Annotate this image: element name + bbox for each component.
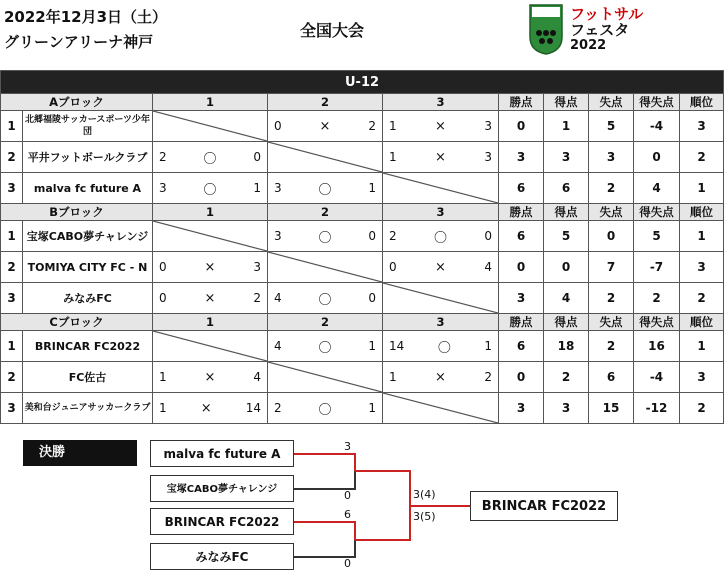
semi2-winner-line bbox=[294, 522, 355, 540]
team-stat: 15 bbox=[589, 393, 634, 424]
block-col-number: 3 bbox=[383, 94, 499, 111]
event-title: 全国大会 bbox=[300, 21, 365, 40]
semi2-loser-line bbox=[294, 540, 355, 557]
team-name: 宝塚CABO夢チャレンジ bbox=[23, 221, 153, 252]
goals-for: 2 bbox=[159, 150, 167, 164]
semi1-loser-line bbox=[294, 471, 355, 489]
team-stat: 3 bbox=[499, 283, 544, 314]
final-team-2: 宝塚CABO夢チャレンジ bbox=[150, 475, 294, 502]
team-stat: 5 bbox=[589, 111, 634, 142]
team-name: 美和台ジュニアサッカークラブ bbox=[23, 393, 153, 424]
result-mark: 〇 bbox=[433, 230, 447, 246]
result-mark: × bbox=[319, 118, 331, 134]
result-mark: 〇 bbox=[318, 182, 332, 198]
goals-for: 1 bbox=[389, 119, 397, 133]
team-name: みなみFC bbox=[23, 283, 153, 314]
block-col-number: 3 bbox=[383, 204, 499, 221]
block-name: Aブロック bbox=[1, 94, 153, 111]
stat-header: 順位 bbox=[680, 314, 724, 331]
team-name: BRINCAR FC2022 bbox=[23, 331, 153, 362]
goals-for: 4 bbox=[274, 339, 282, 353]
team-stat: 0 bbox=[589, 221, 634, 252]
result-mark: 〇 bbox=[318, 230, 332, 246]
team-number: 1 bbox=[1, 111, 23, 142]
team-stat: 2 bbox=[589, 331, 634, 362]
result-mark: 〇 bbox=[203, 182, 217, 198]
semi2-to-final-line bbox=[355, 506, 410, 540]
goals-for: 2 bbox=[274, 401, 282, 415]
team-stat: 7 bbox=[589, 252, 634, 283]
result-mark: × bbox=[435, 149, 446, 165]
team-number: 3 bbox=[1, 283, 23, 314]
result-mark: × bbox=[435, 369, 446, 385]
final-team-1: malva fc future A bbox=[150, 440, 294, 467]
final-label: 決勝 bbox=[23, 440, 137, 466]
semi1-winner-line bbox=[294, 454, 355, 471]
team-stat: 6 bbox=[544, 173, 589, 204]
team-stat: 1 bbox=[680, 331, 724, 362]
team-stat: 3 bbox=[680, 252, 724, 283]
goals-against: 1 bbox=[253, 181, 261, 195]
team-stat: 3 bbox=[499, 142, 544, 173]
goals-for: 3 bbox=[274, 229, 282, 243]
goals-against: 2 bbox=[484, 370, 492, 384]
logo-line-3: 2022 bbox=[570, 38, 607, 53]
team-stat: 2 bbox=[544, 362, 589, 393]
team-stat: 6 bbox=[499, 173, 544, 204]
team-stat: -4 bbox=[634, 111, 680, 142]
goals-for: 0 bbox=[389, 260, 397, 274]
stat-header: 勝点 bbox=[499, 94, 544, 111]
team-stat: 2 bbox=[680, 142, 724, 173]
team-stat: 6 bbox=[589, 362, 634, 393]
goals-for: 4 bbox=[274, 291, 282, 305]
league-title: U-12 bbox=[1, 71, 724, 94]
block-col-number: 3 bbox=[383, 314, 499, 331]
result-mark: × bbox=[204, 369, 216, 385]
team-stat: 1 bbox=[680, 173, 724, 204]
stat-header: 得点 bbox=[544, 94, 589, 111]
stat-header: 得失点 bbox=[634, 314, 680, 331]
stat-header: 得失点 bbox=[634, 94, 680, 111]
goals-against: 2 bbox=[368, 119, 376, 133]
final-team-3: BRINCAR FC2022 bbox=[150, 508, 294, 535]
stat-header: 勝点 bbox=[499, 314, 544, 331]
block-col-number: 1 bbox=[153, 314, 268, 331]
goals-against: 1 bbox=[368, 401, 376, 415]
result-mark: × bbox=[435, 118, 446, 134]
goals-against: 4 bbox=[253, 370, 261, 384]
stat-header: 順位 bbox=[680, 204, 724, 221]
result-mark: × bbox=[204, 259, 216, 275]
team-stat: 2 bbox=[589, 173, 634, 204]
goals-against: 14 bbox=[245, 401, 261, 415]
team-stat: -4 bbox=[634, 362, 680, 393]
event-date: 2022年12月3日（土） bbox=[4, 8, 168, 26]
logo-line-1: フットサル bbox=[570, 5, 644, 23]
result-mark: 〇 bbox=[437, 340, 451, 356]
team-stat: 4 bbox=[544, 283, 589, 314]
result-mark: 〇 bbox=[203, 151, 217, 167]
stat-header: 失点 bbox=[589, 314, 634, 331]
block-name: Bブロック bbox=[1, 204, 153, 221]
team-stat: 3 bbox=[589, 142, 634, 173]
team-stat: 1 bbox=[680, 221, 724, 252]
goals-for: 1 bbox=[159, 370, 167, 384]
team-stat: 5 bbox=[544, 221, 589, 252]
result-mark: 〇 bbox=[318, 402, 332, 418]
team-stat: 3 bbox=[544, 142, 589, 173]
team-number: 3 bbox=[1, 393, 23, 424]
block-col-number: 2 bbox=[268, 314, 383, 331]
result-mark: × bbox=[435, 259, 446, 275]
team-stat: 2 bbox=[634, 283, 680, 314]
result-mark: × bbox=[200, 400, 212, 416]
team-stat: 3 bbox=[680, 111, 724, 142]
team-stat: 0 bbox=[499, 362, 544, 393]
stat-header: 得点 bbox=[544, 204, 589, 221]
team-stat: 5 bbox=[634, 221, 680, 252]
team-number: 2 bbox=[1, 142, 23, 173]
goals-for: 2 bbox=[389, 229, 397, 243]
team-name: 平井フットボールクラブ bbox=[23, 142, 153, 173]
team-stat: 3 bbox=[544, 393, 589, 424]
semi1-to-final-line bbox=[355, 471, 410, 506]
final-score-4: 0 bbox=[344, 557, 351, 570]
team-stat: 0 bbox=[499, 111, 544, 142]
team-stat: 18 bbox=[544, 331, 589, 362]
goals-for: 1 bbox=[159, 401, 167, 415]
result-mark: 〇 bbox=[318, 340, 332, 356]
stat-header: 順位 bbox=[680, 94, 724, 111]
goals-for: 3 bbox=[159, 181, 167, 195]
goals-against: 0 bbox=[368, 291, 376, 305]
team-name: TOMIYA CITY FC - N bbox=[23, 252, 153, 283]
stat-header: 勝点 bbox=[499, 204, 544, 221]
final-score-bottom: 3(5) bbox=[413, 510, 436, 523]
logo-line-2: フェスタ bbox=[570, 21, 630, 39]
goals-for: 0 bbox=[159, 260, 167, 274]
team-stat: 2 bbox=[680, 393, 724, 424]
goals-for: 0 bbox=[274, 119, 282, 133]
final-score-top: 3(4) bbox=[413, 488, 436, 501]
team-stat: 16 bbox=[634, 331, 680, 362]
stat-header: 得失点 bbox=[634, 204, 680, 221]
goals-against: 1 bbox=[368, 181, 376, 195]
team-stat: 6 bbox=[499, 331, 544, 362]
goals-against: 3 bbox=[484, 150, 492, 164]
block-name: Cブロック bbox=[1, 314, 153, 331]
goals-against: 3 bbox=[484, 119, 492, 133]
final-score-3: 6 bbox=[344, 508, 351, 521]
goals-against: 1 bbox=[484, 339, 492, 353]
result-mark: × bbox=[204, 290, 216, 306]
goals-against: 0 bbox=[253, 150, 261, 164]
final-score-1: 3 bbox=[344, 440, 351, 453]
team-name: 北郷福陵サッカースポーツ少年団 bbox=[23, 111, 153, 142]
team-stat: -12 bbox=[634, 393, 680, 424]
result-mark: 〇 bbox=[318, 292, 332, 308]
goals-for: 14 bbox=[389, 339, 405, 353]
team-stat: 2 bbox=[680, 283, 724, 314]
block-col-number: 2 bbox=[268, 94, 383, 111]
goals-against: 4 bbox=[484, 260, 492, 274]
stat-header: 得点 bbox=[544, 314, 589, 331]
goals-for: 1 bbox=[389, 370, 397, 384]
block-col-number: 1 bbox=[153, 204, 268, 221]
goals-against: 2 bbox=[253, 291, 261, 305]
final-team-4: みなみFC bbox=[150, 543, 294, 570]
team-stat: 6 bbox=[499, 221, 544, 252]
team-number: 2 bbox=[1, 252, 23, 283]
team-stat: 2 bbox=[589, 283, 634, 314]
team-number: 2 bbox=[1, 362, 23, 393]
event-venue: グリーンアリーナ神戸 bbox=[4, 33, 154, 51]
team-stat: 1 bbox=[544, 111, 589, 142]
team-number: 1 bbox=[1, 331, 23, 362]
team-stat: 3 bbox=[680, 362, 724, 393]
team-stat: 0 bbox=[499, 252, 544, 283]
final-score-2: 0 bbox=[344, 489, 351, 502]
block-col-number: 1 bbox=[153, 94, 268, 111]
final-winner: BRINCAR FC2022 bbox=[470, 491, 618, 521]
goals-against: 0 bbox=[484, 229, 492, 243]
team-stat: 3 bbox=[499, 393, 544, 424]
team-stat: 0 bbox=[634, 142, 680, 173]
team-stat: 4 bbox=[634, 173, 680, 204]
team-stat: 0 bbox=[544, 252, 589, 283]
goals-for: 0 bbox=[159, 291, 167, 305]
stat-header: 失点 bbox=[589, 204, 634, 221]
team-name: FC佐古 bbox=[23, 362, 153, 393]
team-number: 1 bbox=[1, 221, 23, 252]
team-number: 3 bbox=[1, 173, 23, 204]
team-name: malva fc future A bbox=[23, 173, 153, 204]
goals-for: 3 bbox=[274, 181, 282, 195]
team-stat: -7 bbox=[634, 252, 680, 283]
goals-for: 1 bbox=[389, 150, 397, 164]
stat-header: 失点 bbox=[589, 94, 634, 111]
block-col-number: 2 bbox=[268, 204, 383, 221]
goals-against: 1 bbox=[368, 339, 376, 353]
goals-against: 3 bbox=[253, 260, 261, 274]
goals-against: 0 bbox=[368, 229, 376, 243]
